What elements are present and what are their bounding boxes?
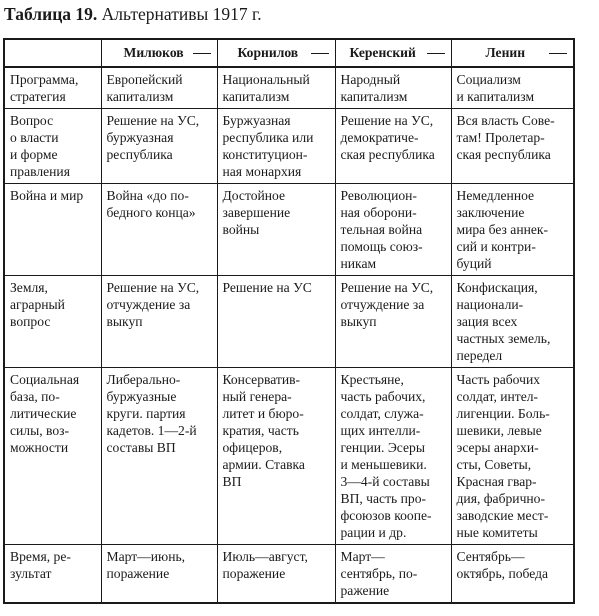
table-cell: Март— сентябрь, по- ражение (335, 545, 451, 604)
table-cell: Немедленное заключение мира без аннек- сий и контри- буций (451, 184, 574, 276)
table-cell: Национальный капитализм (217, 67, 335, 109)
table-cell: Социализм и капитализм (451, 67, 574, 109)
header-label: Корнилов (238, 44, 302, 61)
header-label: Милюков (124, 44, 187, 61)
table-cell: Народный капитализм (335, 67, 451, 109)
header-cell-empty (4, 39, 101, 67)
table-cell: Решение на УС, отчуждение за выкуп (335, 276, 451, 368)
table-cell: Март—июнь, поражение (101, 545, 217, 604)
table-cell: Решение на УС, буржуазная республика (101, 109, 217, 184)
table-cell: Европейский капитализм (101, 67, 217, 109)
header-row (4, 39, 574, 67)
header-cell-miliukov (101, 39, 217, 67)
table-cell: Вся власть Сове- там! Пролетар- ская республика (451, 109, 574, 184)
table-cell: Часть рабочих солдат, интел- лигенции. Боль- шевики, левые эсеры анархи- сты, Советы, Красная гвар- дия, фабрично- заводские мест- ные комитеты (451, 368, 574, 545)
table-cell: Решение на УС (217, 276, 335, 368)
table-cell: Революцион- ная оборони- тельная война помощь союз- никам (335, 184, 451, 276)
table-number: Таблица 19. (4, 4, 98, 24)
table-cell: Сентябрь— октябрь, победа (451, 545, 574, 604)
alternatives-table (3, 38, 575, 604)
header-dash (427, 53, 445, 54)
header-cell-kornilov (217, 39, 335, 67)
row-label: Вопрос о власти и форме правления (4, 109, 101, 184)
table-cell: Консерватив- ный генера- литет и бюро- кратия, часть офицеров, армии. Ставка ВП (217, 368, 335, 545)
header-dash (311, 53, 329, 54)
table-cell: Достойное завершение войны (217, 184, 335, 276)
header-label: Керенский (350, 44, 419, 61)
header-label: Ленин (486, 44, 529, 61)
table-row (4, 109, 574, 184)
row-label: Социальная база, по- литические силы, воз- можности (4, 368, 101, 545)
table-row (4, 67, 574, 109)
table-cell: Либерально- буржуазные круги. партия кадетов. 1—2-й составы ВП (101, 368, 217, 545)
table-caption (4, 3, 594, 25)
table-row (4, 184, 574, 276)
table-row (4, 368, 574, 545)
table-cell: Решение на УС, отчуждение за выкуп (101, 276, 217, 368)
table-cell: Буржуазная республика или конституцион- ная монархия (217, 109, 335, 184)
table-cell: Июль—август, поражение (217, 545, 335, 604)
header-cell-kerensky (335, 39, 451, 67)
table-row (4, 276, 574, 368)
row-label: Земля, аграрный вопрос (4, 276, 101, 368)
table-cell: Решение на УС, демократиче- ская республика (335, 109, 451, 184)
header-cell-lenin (451, 39, 574, 67)
row-label: Война и мир (4, 184, 101, 276)
table-cell: Война «до по- бедного конца» (101, 184, 217, 276)
table-row (4, 545, 574, 604)
table-title: Альтернативы 1917 г. (101, 4, 262, 24)
table-cell: Крестьяне, часть рабочих, солдат, служа- щих интелли- генции. Эсеры и меньшевики. 3—4-й составы ВП, часть про- фсоюзов коопе- рации и др. (335, 368, 451, 545)
header-dash (193, 53, 211, 54)
row-label: Программа, стратегия (4, 67, 101, 109)
row-label: Время, ре- зультат (4, 545, 101, 604)
header-dash (549, 53, 567, 54)
table-cell: Конфискация, национали- зация всех частных земель, передел (451, 276, 574, 368)
